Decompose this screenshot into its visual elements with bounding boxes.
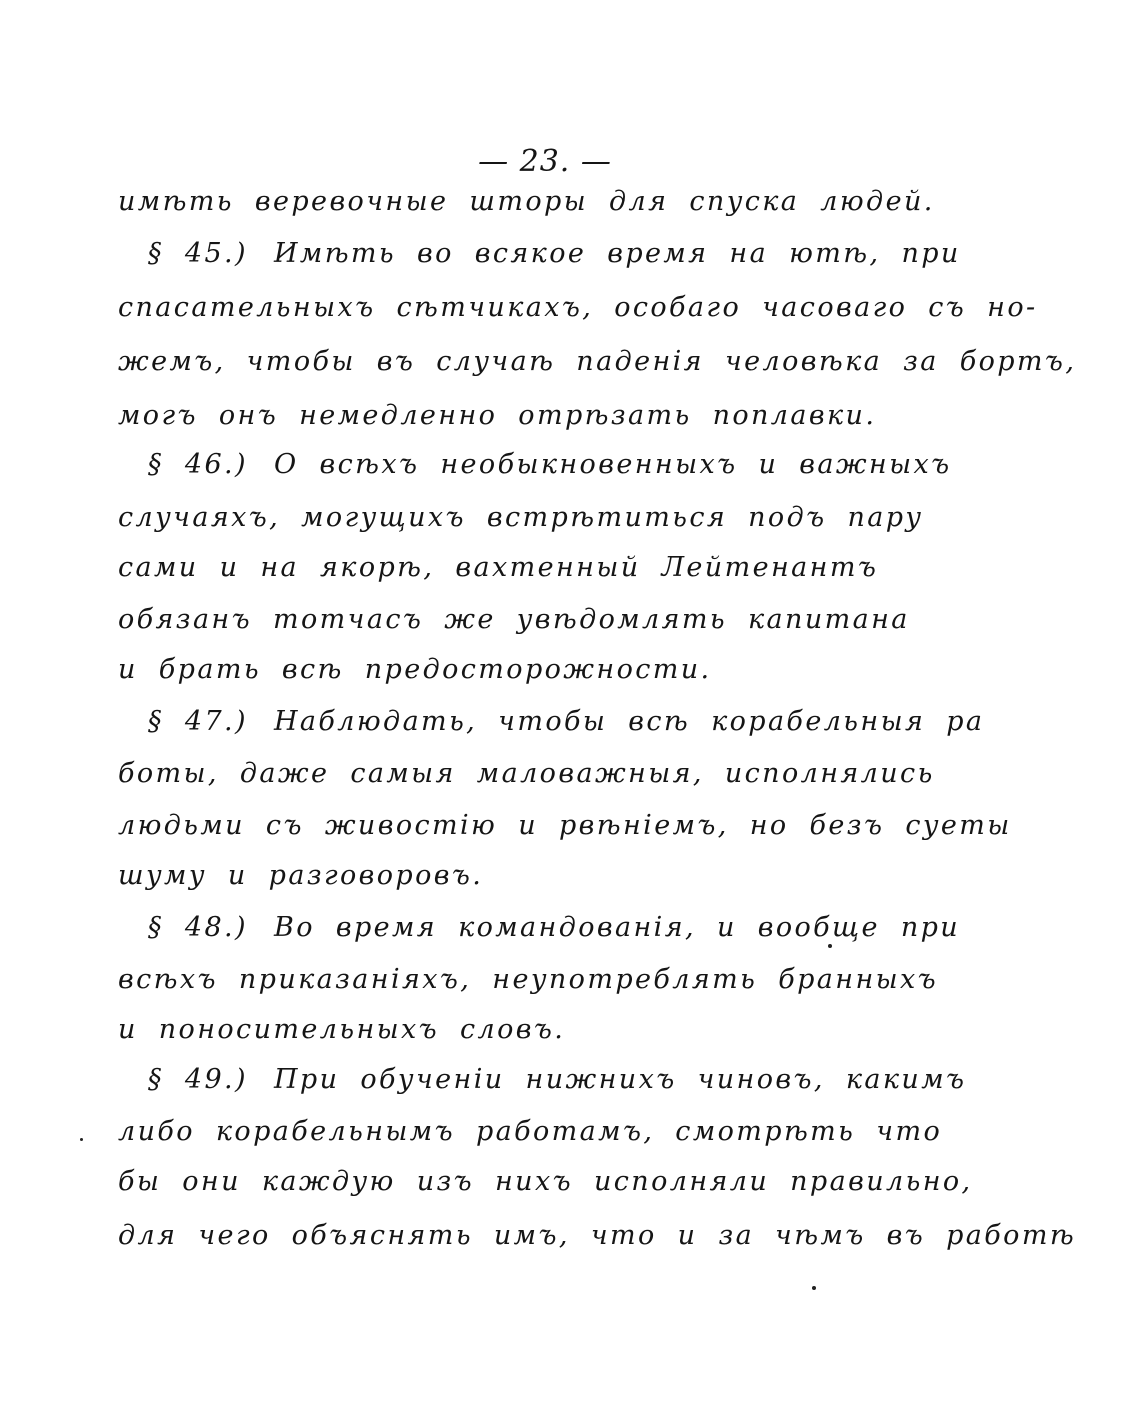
text-line: могъ онъ немедленно отрѣзать поплавки.	[118, 400, 877, 431]
text-line: обязанъ тотчасъ же увѣдомлять капитана	[118, 604, 910, 635]
paragraph-number-48: § 48.)	[148, 912, 248, 943]
text-line: и поносительныхъ словъ.	[118, 1014, 566, 1045]
text-line: всѣхъ приказаніяхъ, неупотреблять бранныхъ	[118, 964, 939, 995]
paragraph-47-first-line	[148, 704, 985, 740]
paragraph-number-45: § 45.)	[148, 238, 248, 269]
text-line: При обученіи нижнихъ чиновъ, какимъ	[273, 1064, 967, 1095]
text-line: для чего объяснять имъ, что и за чѣмъ въ работѣ	[118, 1220, 1077, 1251]
text-line: боты, даже самыя маловажныя, исполнялись	[118, 758, 935, 789]
text-line: бы они каждую изъ нихъ исполняли правильно,	[118, 1166, 973, 1197]
paragraph-number-46: § 46.)	[148, 449, 248, 480]
text-line: спасательныхъ сѣтчикахъ, особаго часоваго съ но-	[118, 292, 1038, 323]
paragraph-45-first-line	[148, 236, 968, 272]
paragraph-number-49: § 49.)	[148, 1064, 248, 1095]
text-line: шуму и разговоровъ.	[118, 860, 484, 891]
text-line: сами и на якорѣ, вахтенный Лейтенантъ	[118, 552, 879, 583]
ink-speck	[80, 1138, 83, 1141]
text-line: Наблюдать, чтобы всѣ корабельныя ра	[273, 706, 985, 737]
paragraph-48-first-line	[148, 910, 968, 946]
text-line: жемъ, чтобы въ случаѣ паденія человѣка за бортъ,	[118, 346, 1077, 377]
text-line: случаяхъ, могущихъ встрѣтиться подъ пару	[118, 502, 924, 533]
text-line: О всѣхъ необыкновенныхъ и важныхъ	[273, 449, 952, 480]
paragraph-49-first-line	[148, 1062, 968, 1098]
text-line: либо корабельнымъ работамъ, смотрѣть что	[118, 1116, 943, 1147]
text-line: Имѣть во всякое время на ютѣ, при	[273, 238, 961, 269]
text-line: людьми съ живостію и рвѣніемъ, но безъ суеты	[118, 810, 1012, 841]
paragraph-46-first-line	[148, 447, 968, 483]
paragraph-number-47: § 47.)	[148, 706, 248, 737]
page-number: — 23. —	[478, 144, 612, 179]
text-line: и брать всѣ предосторожности.	[118, 654, 712, 685]
ink-speck	[828, 944, 832, 948]
ink-speck	[812, 1286, 816, 1290]
text-line: имѣть веревочные шторы для спуска людей.	[118, 186, 935, 217]
text-line: Во время командованія, и вообще при	[273, 912, 961, 943]
